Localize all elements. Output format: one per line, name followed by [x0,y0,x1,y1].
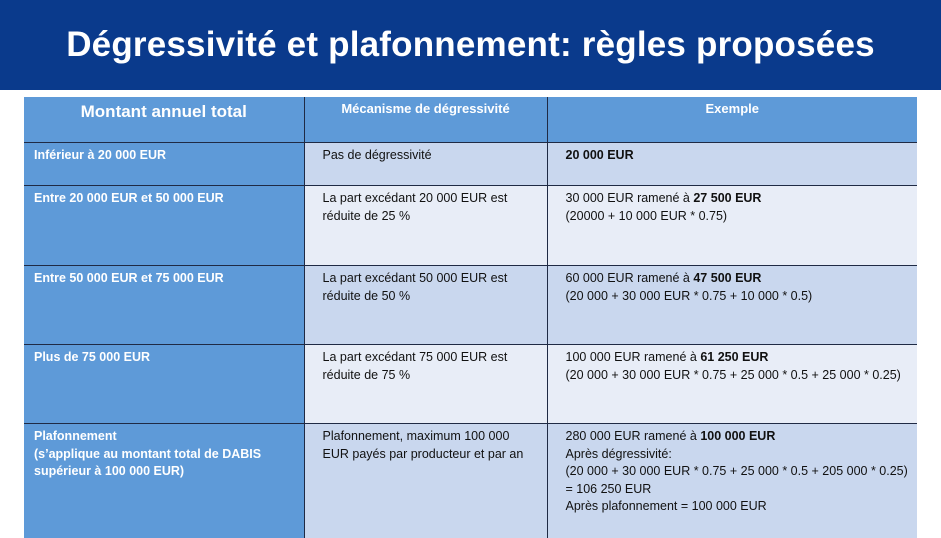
example-prefix: 60 000 EUR ramené à [566,271,694,285]
amount-cell: Inférieur à 20 000 EUR [24,143,304,186]
cap-label: Plafonnement [34,428,296,446]
header-example: Exemple [547,97,917,143]
cap-note: (s’applique au montant total de DABIS supérieur à 100 000 EUR) [34,446,296,481]
example-result: 61 250 EUR [700,350,768,364]
example-detail: (20 000 + 30 000 EUR * 0.75 + 10 000 * 0.5) [566,288,914,306]
example-detail: (20 000 + 30 000 EUR * 0.75 + 25 000 * 0.5 + 205 000 * 0.25) = 106 250 EUR [566,463,914,498]
example-cell [547,424,917,538]
after-cap-label: Après plafonnement = 100 000 EUR [566,498,914,516]
amount-cell: Entre 50 000 EUR et 75 000 EUR [24,266,304,345]
amount-cell: Entre 20 000 EUR et 50 000 EUR [24,186,304,266]
example-prefix: 30 000 EUR ramené à [566,191,694,205]
mechanism-cell: Pas de dégressivité [304,143,547,186]
example-result: 47 500 EUR [693,271,761,285]
example-cell [547,345,917,424]
rules-table [24,97,917,538]
amount-cell [24,424,304,538]
example-detail: (20000 + 10 000 EUR * 0.75) [566,208,914,226]
page-title: Dégressivité et plafonnement: règles proposées [66,25,875,65]
example-prefix: 100 000 EUR ramené à [566,350,701,364]
after-degressivity-label: Après dégressivité: [566,446,914,464]
table-row [24,345,917,424]
table-header-row [24,97,917,143]
header-mechanism: Mécanisme de dégressivité [304,97,547,143]
mechanism-cell: La part excédant 75 000 EUR est réduite de 75 % [304,345,547,424]
header-amount: Montant annuel total [24,97,304,143]
title-bar [0,0,941,90]
example-cell [547,143,917,186]
example-prefix: 280 000 EUR ramené à [566,429,701,443]
table-row [24,424,917,538]
table-row [24,143,917,186]
mechanism-cell: La part excédant 50 000 EUR est réduite de 50 % [304,266,547,345]
example-result: 20 000 EUR [566,148,634,162]
table-row [24,266,917,345]
example-cell [547,186,917,266]
example-cell [547,266,917,345]
amount-cell: Plus de 75 000 EUR [24,345,304,424]
mechanism-cell: La part excédant 20 000 EUR est réduite de 25 % [304,186,547,266]
example-result: 27 500 EUR [693,191,761,205]
example-result: 100 000 EUR [700,429,775,443]
example-detail: (20 000 + 30 000 EUR * 0.75 + 25 000 * 0.5 + 25 000 * 0.25) [566,367,914,385]
mechanism-cell: Plafonnement, maximum 100 000 EUR payés par producteur et par an [304,424,547,538]
table-row [24,186,917,266]
